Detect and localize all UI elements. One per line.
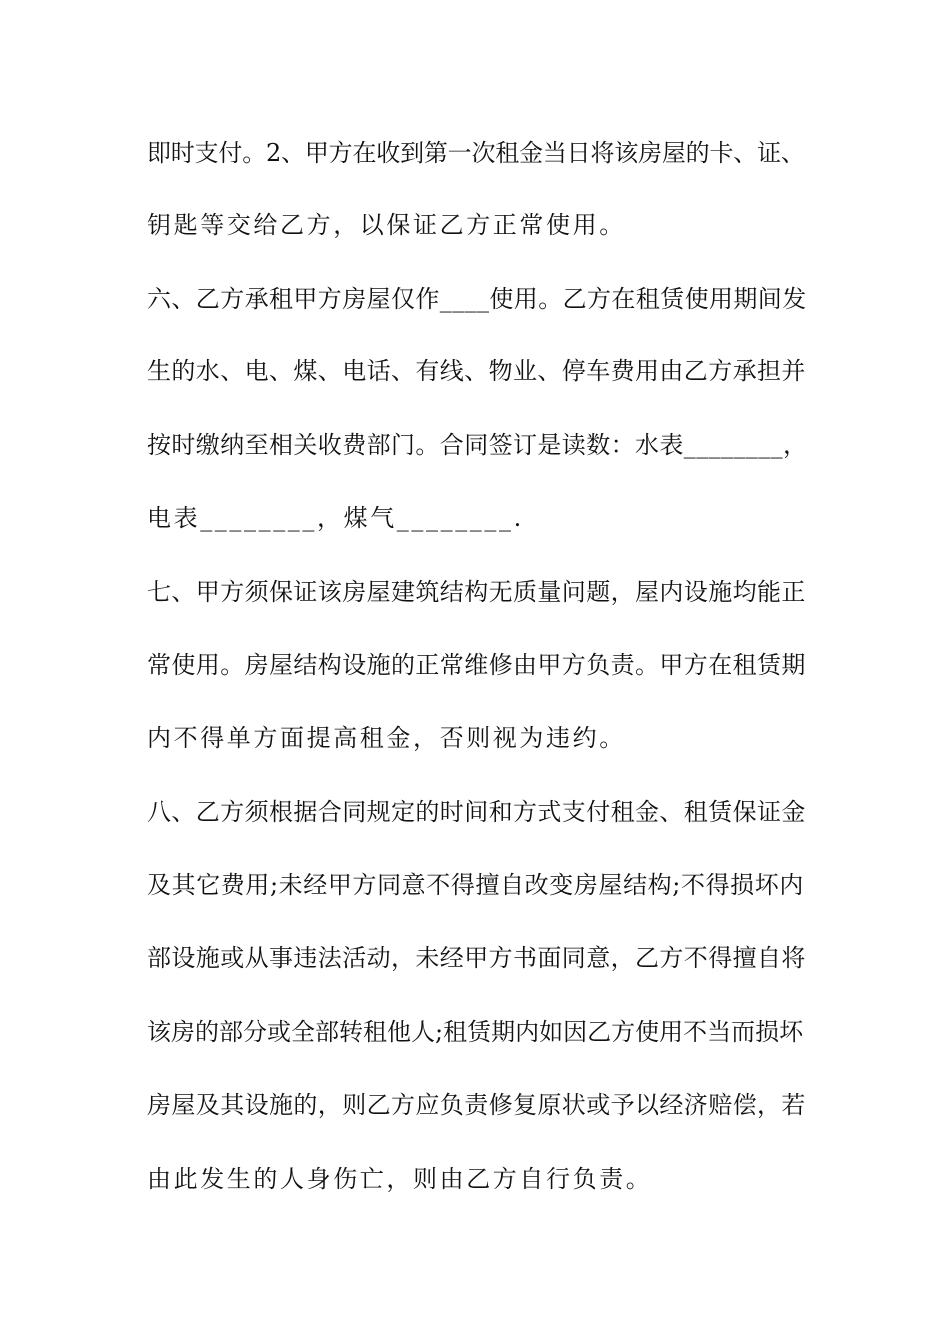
text-line: 生的水、电、煤、电话、有线、物业、停车费用由乙方承担并 (147, 357, 806, 385)
text-line: 电表________，煤气________. (147, 504, 524, 532)
text-line: 由此发生的人身伤亡，则由乙方自行负责。 (147, 1165, 653, 1193)
text-line: 常使用。房屋结构设施的正常维修由甲方负责。甲方在租赁期 (147, 651, 806, 679)
text-line: 该房的部分或全部转租他人;租赁期内如因乙方使用不当而损坏 (147, 1018, 804, 1046)
text-line: 房屋及其设施的，则乙方应负责修复原状或予以经济赔偿，若 (147, 1091, 806, 1119)
text-line: 部设施或从事违法活动，未经甲方书面同意，乙方不得擅自将 (147, 944, 806, 972)
text-line: 六、乙方承租甲方房屋仅作____使用。乙方在租赁使用期间发 (147, 285, 807, 313)
text-line: 按时缴纳至相关收费部门。合同签订是读数：水表________， (147, 431, 808, 459)
text-line: 及其它费用;未经甲方同意不得擅自改变房屋结构;不得损坏内 (147, 871, 804, 899)
text-line: 即时支付。2、甲方在收到第一次租金当日将该房屋的卡、证、 (147, 139, 805, 167)
text-line: 七、甲方须保证该房屋建筑结构无质量问题，屋内设施均能正 (147, 578, 806, 606)
text-line: 内不得单方面提高租金，否则视为违约。 (147, 724, 626, 752)
text-line: 八、乙方须根据合同规定的时间和方式支付租金、租赁保证金 (147, 798, 806, 826)
text-line: 钥匙等交给乙方，以保证乙方正常使用。 (147, 211, 626, 239)
